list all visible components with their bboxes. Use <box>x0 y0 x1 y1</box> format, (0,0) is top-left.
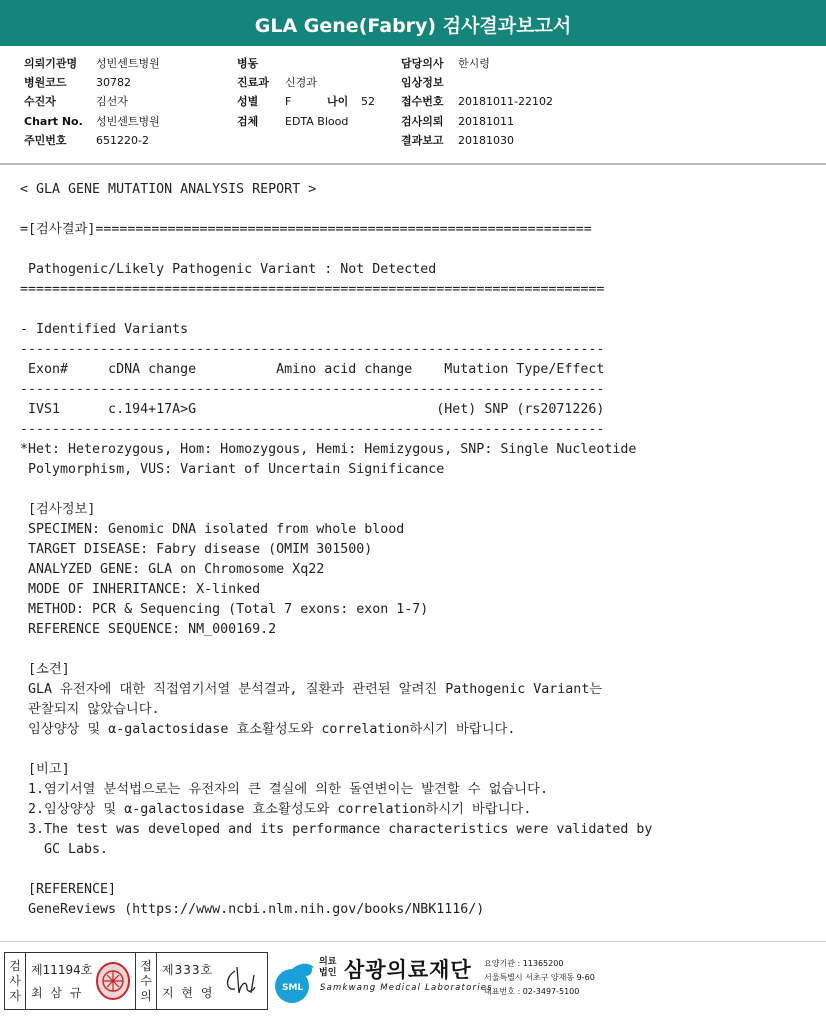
report-line: GeneReviews (https://www.ncbi.nlm.nih.gov/books/NBK1116/) <box>20 902 485 917</box>
report-line: [비고] <box>20 762 70 777</box>
info-value: 30782 <box>96 76 131 90</box>
info-label: 주민번호 <box>24 133 67 147</box>
info-value: 651220-2 <box>96 133 149 147</box>
report-line: MODE OF INHERITANCE: X-linked <box>20 582 261 597</box>
report-line: REFERENCE SEQUENCE: NM_000169.2 <box>20 622 277 637</box>
report-line: TARGET DISEASE: Fabry disease (OMIM 301500) <box>20 542 373 557</box>
info-row <box>24 131 160 150</box>
receiver-signature <box>221 963 261 999</box>
info-label: 진료과 <box>237 76 269 90</box>
info-label: 병원코드 <box>24 76 67 90</box>
info-row <box>401 112 553 131</box>
receiver-label-cell <box>135 953 157 1009</box>
info-row <box>237 73 375 92</box>
lab-info-column <box>401 54 553 150</box>
report-line: 3.The test was developed and its performance characteristics were validated by <box>20 822 653 837</box>
org-prefix-line: 법인 <box>319 968 337 978</box>
report-line: SPECIMEN: Genomic DNA isolated from whole blood <box>20 522 405 537</box>
info-label: 결과보고 <box>401 133 444 147</box>
report-line: Polymorphism, VUS: Variant of Uncertain Significance <box>20 462 445 477</box>
info-value: 20181030 <box>458 133 514 147</box>
report-line: 임상양상 및 α-galactosidase 효소활성도와 correlation하시기 바랍니다. <box>20 722 516 737</box>
info-row <box>237 54 375 73</box>
sml-logo-icon <box>270 956 318 1006</box>
info-value: F <box>285 95 292 109</box>
patient-info-column <box>24 54 160 150</box>
info-row <box>24 112 160 131</box>
info-value: 20181011-22102 <box>458 95 553 109</box>
info-value: 20181011 <box>458 114 514 128</box>
sml-logo-text: SML <box>282 983 304 993</box>
report-line: ------------------------------------------------------------------------- <box>20 382 605 397</box>
examiner-label-cell <box>5 953 26 1009</box>
receiver-label-char: 의 <box>140 989 152 1003</box>
report-title: GLA Gene(Fabry) 검사결과보고서 <box>254 14 572 37</box>
org-english-name: Samkwang Medical Laboratories <box>320 983 493 993</box>
report-line: 1.염기서열 분석법으로는 유전자의 큰 결실에 의한 돌연변이는 발견할 수 없습니다. <box>20 782 548 797</box>
info-label: 병동 <box>237 57 259 70</box>
report-line: ========================================================================= <box>20 282 605 297</box>
report-line: METHOD: PCR & Sequencing (Total 7 exons: exon 1-7) <box>20 602 429 617</box>
examiner-label-char: 검 <box>9 959 21 973</box>
report-line: =[검사결과]============================================================== <box>20 222 592 237</box>
org-prefix-line: 의료 <box>319 957 337 967</box>
info-label: 담당의사 <box>401 57 444 70</box>
age-label: 나이 <box>327 95 349 109</box>
report-line: 2.임상양상 및 α-galactosidase 효소활성도와 correlation하시기 바랍니다. <box>20 802 532 817</box>
receiver-label-char: 수 <box>140 974 152 988</box>
examiner-label-char: 자 <box>9 989 21 1003</box>
info-value: 김선자 <box>96 95 128 109</box>
info-row <box>24 54 160 73</box>
examiner-name: 최 삼 규 <box>31 986 84 1000</box>
report-line: GC Labs. <box>20 842 109 857</box>
report-line: IVS1 c.194+17A>G (Het) SNP (rs2071226) <box>20 402 605 417</box>
org-prefix <box>319 957 336 979</box>
info-label: 임상정보 <box>401 76 444 90</box>
info-row <box>401 73 553 92</box>
age-value: 52 <box>361 95 375 109</box>
report-line: < GLA GENE MUTATION ANALYSIS REPORT > <box>20 182 317 197</box>
report-line: *Het: Heterozygous, Hom: Homozygous, Hemi: Hemizygous, SNP: Single Nucleotide <box>20 442 637 457</box>
report-title-bar <box>0 0 826 46</box>
report-line: [소견] <box>20 662 70 677</box>
visit-info-column <box>237 54 375 131</box>
signature-box <box>4 952 268 1010</box>
info-value: 한시령 <box>458 57 490 70</box>
report-line: ------------------------------------------------------------------------- <box>20 342 605 357</box>
info-label: 성별 <box>237 95 259 109</box>
info-value: 성빈센트병원 <box>96 114 160 128</box>
info-value: EDTA Blood <box>285 114 349 128</box>
report-line: [REFERENCE] <box>20 882 117 897</box>
report-line: GLA 유전자에 대한 직접염기서열 분석결과, 질환과 관련된 알려진 Pathogenic Variant는 <box>20 682 603 697</box>
examiner-label-char: 사 <box>9 974 21 988</box>
org-name: 삼광의료재단 <box>344 958 472 982</box>
info-value: 성빈센트병원 <box>96 57 160 70</box>
receiver-license: 제333호 <box>162 963 214 977</box>
info-label: 수진자 <box>24 95 56 109</box>
info-label: Chart No. <box>24 114 83 128</box>
report-line: 관찰되지 않았습니다. <box>20 702 160 717</box>
info-row <box>401 54 553 73</box>
info-row <box>237 112 375 131</box>
report-line: ------------------------------------------------------------------------- <box>20 422 605 437</box>
examiner-license: 제11194호 <box>31 963 93 977</box>
header-divider <box>0 163 826 165</box>
info-label: 검사의뢰 <box>401 114 444 128</box>
info-row <box>24 73 160 92</box>
info-label: 검체 <box>237 114 259 128</box>
report-line: Exon# cDNA change Amino acid change Mutation Type/Effect <box>20 362 605 377</box>
info-row <box>237 92 375 111</box>
report-line: Pathogenic/Likely Pathogenic Variant : Not Detected <box>20 262 437 277</box>
org-phone: 대표번호 : 02-3497-5100 <box>484 987 580 996</box>
footer <box>0 948 826 1017</box>
org-code: 요양기관 : 11365200 <box>484 959 564 968</box>
org-address: 서울특별시 서초구 양재동 9-60 <box>484 973 595 982</box>
examiner-seal <box>93 959 133 1003</box>
info-label: 접수번호 <box>401 95 444 109</box>
info-row <box>401 92 553 111</box>
info-value: 신경과 <box>285 76 317 90</box>
report-line: ANALYZED GENE: GLA on Chromosome Xq22 <box>20 562 325 577</box>
report-line: - Identified Variants <box>20 322 189 337</box>
receiver-name: 지 현 영 <box>162 986 215 1000</box>
footer-divider <box>0 941 826 942</box>
info-row <box>401 131 553 150</box>
receiver-label-char: 접 <box>140 959 152 973</box>
info-label: 의뢰기관명 <box>24 57 78 70</box>
info-row <box>24 92 160 111</box>
org-contact <box>484 957 595 999</box>
report-line: [검사정보] <box>20 502 96 517</box>
